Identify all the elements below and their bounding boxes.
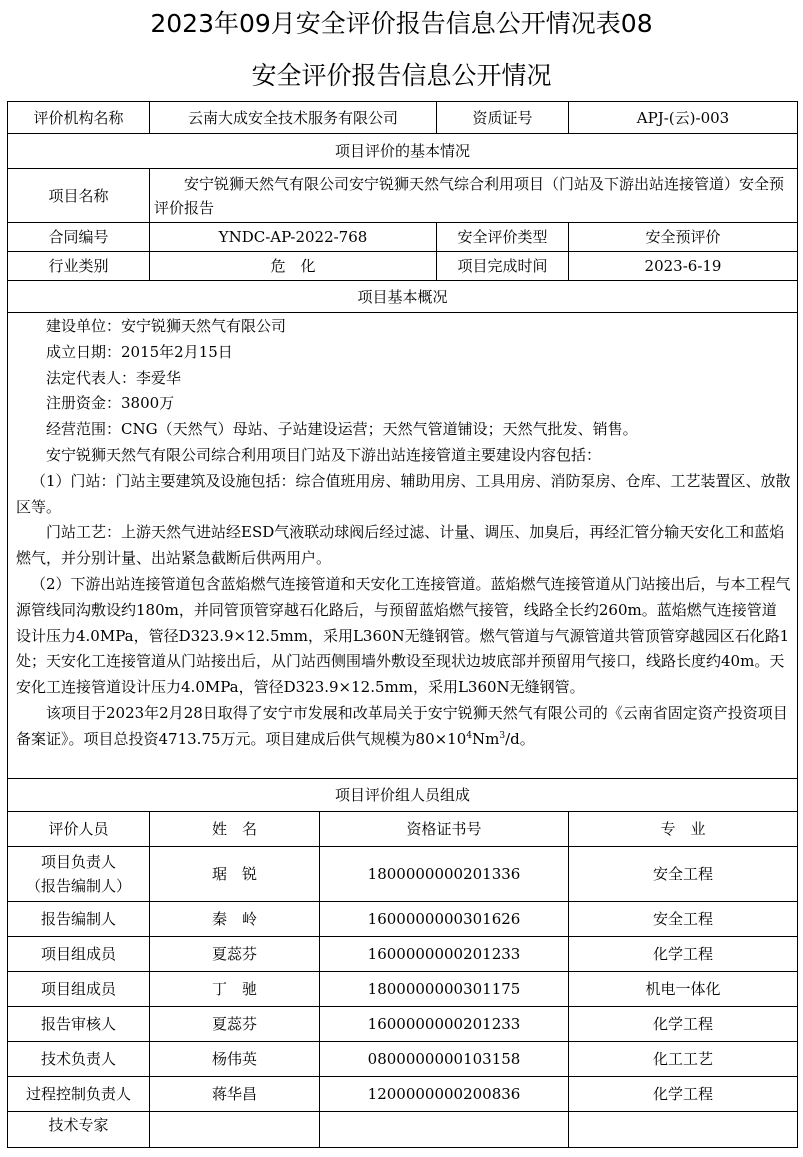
org-label: 评价机构名称 xyxy=(8,102,150,134)
overview-paragraph: （1）门站：门站主要建筑及设施包括：综合值班用房、辅助用房、工具用房、消防泵房、仓库、工艺装置区、放散区等。 xyxy=(16,471,791,516)
member-role: 项目负责人 （报告编制人） xyxy=(8,847,150,902)
overview-paragraph-last: 该项目于2023年2月28日取得了安宁市发展和改革局关于安宁锐狮天然气有限公司的《云南省固定资产投资项目备案证》。项目总投资4713.75万元。项目建成后供气规模为$80\times 10^4Nm^3/d$。 xyxy=(16,703,788,748)
member-cert: 1800000000301175 xyxy=(320,972,569,1007)
eval-type-label: 安全评价类型 xyxy=(437,223,569,252)
member-role: 项目组成员 xyxy=(8,937,150,972)
member-cert xyxy=(320,1112,569,1148)
member-cert: 1600000000201233 xyxy=(320,1007,569,1042)
page-subtitle: 安全评价报告信息公开情况 xyxy=(251,61,552,90)
member-name: 秦 岭 xyxy=(150,902,320,937)
team-col-name: 姓 名 xyxy=(150,812,320,847)
member-cert: 1600000000201233 xyxy=(320,937,569,972)
contract-label: 合同编号 xyxy=(8,223,150,252)
disclosure-table xyxy=(7,101,798,1148)
overview-paragraph: 注册资金：3800万 xyxy=(46,394,175,413)
member-name xyxy=(150,1112,320,1148)
cert-value: APJ-(云)-003 xyxy=(569,102,798,134)
project-name-row xyxy=(8,169,798,223)
overview-header: 项目基本概况 xyxy=(8,281,798,313)
eval-type-value: 安全预评价 xyxy=(569,223,798,252)
overview-paragraph: 建设单位：安宁锐狮天然气有限公司 xyxy=(46,317,287,335)
page-title: 2023年09月安全评价报告信息公开情况表08 xyxy=(150,9,653,38)
table-row xyxy=(8,1042,798,1077)
finish-label: 项目完成时间 xyxy=(437,252,569,281)
team-col-cert: 资格证书号 xyxy=(320,812,569,847)
table-row xyxy=(8,1112,798,1148)
member-name: 杨伟英 xyxy=(150,1042,320,1077)
overview-paragraph: 安宁锐狮天然气有限公司综合利用项目门站及下游出站连接管道主要建设内容包括： xyxy=(46,445,602,464)
team-columns-row xyxy=(8,812,798,847)
overview-paragraph: 成立日期：2015年2月15日 xyxy=(46,342,233,361)
overview-paragraph: 经营范围：CNG（天然气）母站、子站建设运营；天然气管道铺设；天然气批发、销售。 xyxy=(46,420,638,439)
member-role: 过程控制负责人 xyxy=(8,1077,150,1112)
member-name: 丁 驰 xyxy=(150,972,320,1007)
table-row xyxy=(8,1007,798,1042)
contract-row xyxy=(8,223,798,252)
overview-paragraph: 法定代表人：李爱华 xyxy=(46,368,182,387)
industry-value: 危 化 xyxy=(150,252,437,281)
member-major: 化学工程 xyxy=(569,1007,798,1042)
org-value: 云南大成安全技术服务有限公司 xyxy=(150,102,437,134)
overview-paragraph: （2）下游出站连接管道包含蓝焰燃气连接管道和天安化工连接管道。蓝焰燃气连接管道从门站接出后，与本工程气源管线同沟敷设约180m，并同管顶管穿越石化路后，与预留蓝焰燃气接管，线路全长约260m。蓝焰燃气连接管道设计压力4.0MPa，管径D323.9×12.5mm，采用L360N无缝钢管。燃气管道与气源管道共管顶管穿越园区石化路1处；天安化工连接管道从门站接出后，从门站西侧围墙外敷设至现状边坡底部并预留用气接口，线路长度约40m。天安化工连接管道设计压力4.0MPa，管径D323.9×12.5mm，采用L360N无缝钢管。 xyxy=(16,574,791,697)
finish-value: 2023-6-19 xyxy=(569,252,798,281)
member-major: 化工工艺 xyxy=(569,1042,798,1077)
member-name: 夏蕊芬 xyxy=(150,1007,320,1042)
member-role: 技术专家 xyxy=(8,1112,150,1148)
industry-row xyxy=(8,252,798,281)
member-major: 化学工程 xyxy=(569,1077,798,1112)
member-cert: 0800000000103158 xyxy=(320,1042,569,1077)
member-name: 夏蕊芬 xyxy=(150,937,320,972)
member-major: 化学工程 xyxy=(569,937,798,972)
overview-body xyxy=(8,313,798,779)
table-row xyxy=(8,902,798,937)
table-row xyxy=(8,972,798,1007)
member-role: 项目组成员 xyxy=(8,972,150,1007)
contract-value: YNDC-AP-2022-768 xyxy=(150,223,437,252)
member-role: 报告编制人 xyxy=(8,902,150,937)
basic-header: 项目评价的基本情况 xyxy=(8,134,798,169)
team-col-major: 专 业 xyxy=(569,812,798,847)
member-name: 蒋华昌 xyxy=(150,1077,320,1112)
table-row xyxy=(8,1077,798,1112)
member-major xyxy=(569,1112,798,1148)
member-role: 技术负责人 xyxy=(8,1042,150,1077)
team-header: 项目评价组人员组成 xyxy=(8,779,798,812)
project-name-label: 项目名称 xyxy=(8,169,150,223)
table-row xyxy=(8,937,798,972)
member-major: 机电一体化 xyxy=(569,972,798,1007)
member-major: 安全工程 xyxy=(569,902,798,937)
member-cert: 1600000000301626 xyxy=(320,902,569,937)
member-cert: 1800000000201336 xyxy=(320,847,569,902)
org-row xyxy=(8,102,798,134)
industry-label: 行业类别 xyxy=(8,252,150,281)
member-cert: 1200000000200836 xyxy=(320,1077,569,1112)
overview-paragraph: 门站工艺：上游天然气进站经ESD气液联动球阀后经过滤、计量、调压、加臭后，再经汇管分输天安化工和蓝焰燃气，并分别计量、出站紧急截断后供两用户。 xyxy=(16,523,785,568)
table-row xyxy=(8,847,798,902)
member-major: 安全工程 xyxy=(569,847,798,902)
cert-label: 资质证号 xyxy=(437,102,569,134)
team-col-role: 评价人员 xyxy=(8,812,150,847)
project-name-value: 安宁锐狮天然气有限公司安宁锐狮天然气综合利用项目（门站及下游出站连接管道）安全预评价报告 xyxy=(150,169,798,223)
member-role: 报告审核人 xyxy=(8,1007,150,1042)
member-name: 琚 锐 xyxy=(150,847,320,902)
